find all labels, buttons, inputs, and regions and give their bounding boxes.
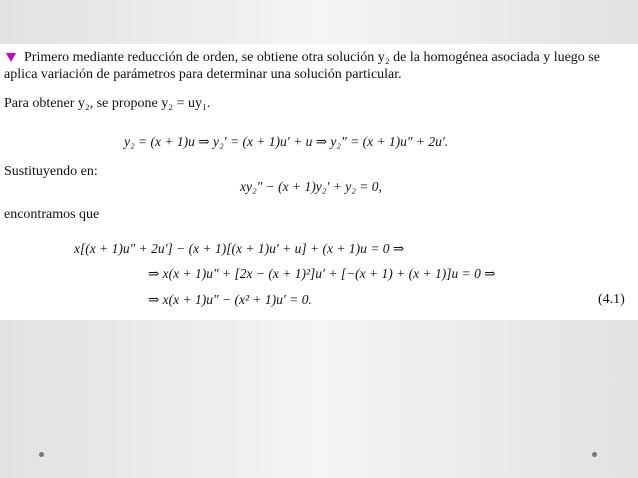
find-line: encontramos que	[4, 207, 100, 222]
triangle-bullet-icon	[6, 53, 16, 62]
intro-line-1: Primero mediante reducción de orden, se obtiene otra solución y₂ de la homogénea asociada y luego se	[24, 50, 600, 65]
intro-line-2: aplica variación de parámetros para determinar una solución particular.	[4, 67, 402, 82]
equation-number: (4.1)	[598, 292, 625, 307]
equation-step-3: ⇒ x(x + 1)u″ − (x² + 1)u′ = 0.	[148, 292, 312, 307]
right-dot-icon	[592, 452, 597, 457]
equation-derivatives: y₂ = (x + 1)u ⇒ y₂′ = (x + 1)u′ + u ⇒ y₂″ = (x + 1)u″ + 2u′.	[124, 134, 449, 149]
equation-step-1: x[(x + 1)u″ + 2u′] − (x + 1)[(x + 1)u′ + u] + (x + 1)u = 0 ⇒	[74, 241, 405, 256]
substitute-line: Sustituyendo en:	[4, 164, 98, 179]
equation-homogeneous: xy₂″ − (x + 1)y₂′ + y₂ = 0,	[240, 179, 382, 194]
equation-step-2: ⇒ x(x + 1)u″ + [2x − (x + 1)²]u′ + [−(x + 1) + (x + 1)]u = 0 ⇒	[148, 266, 496, 281]
propose-line: Para obtener y₂, se propone y₂ = uy₁.	[4, 96, 211, 111]
left-dot-icon	[39, 452, 44, 457]
